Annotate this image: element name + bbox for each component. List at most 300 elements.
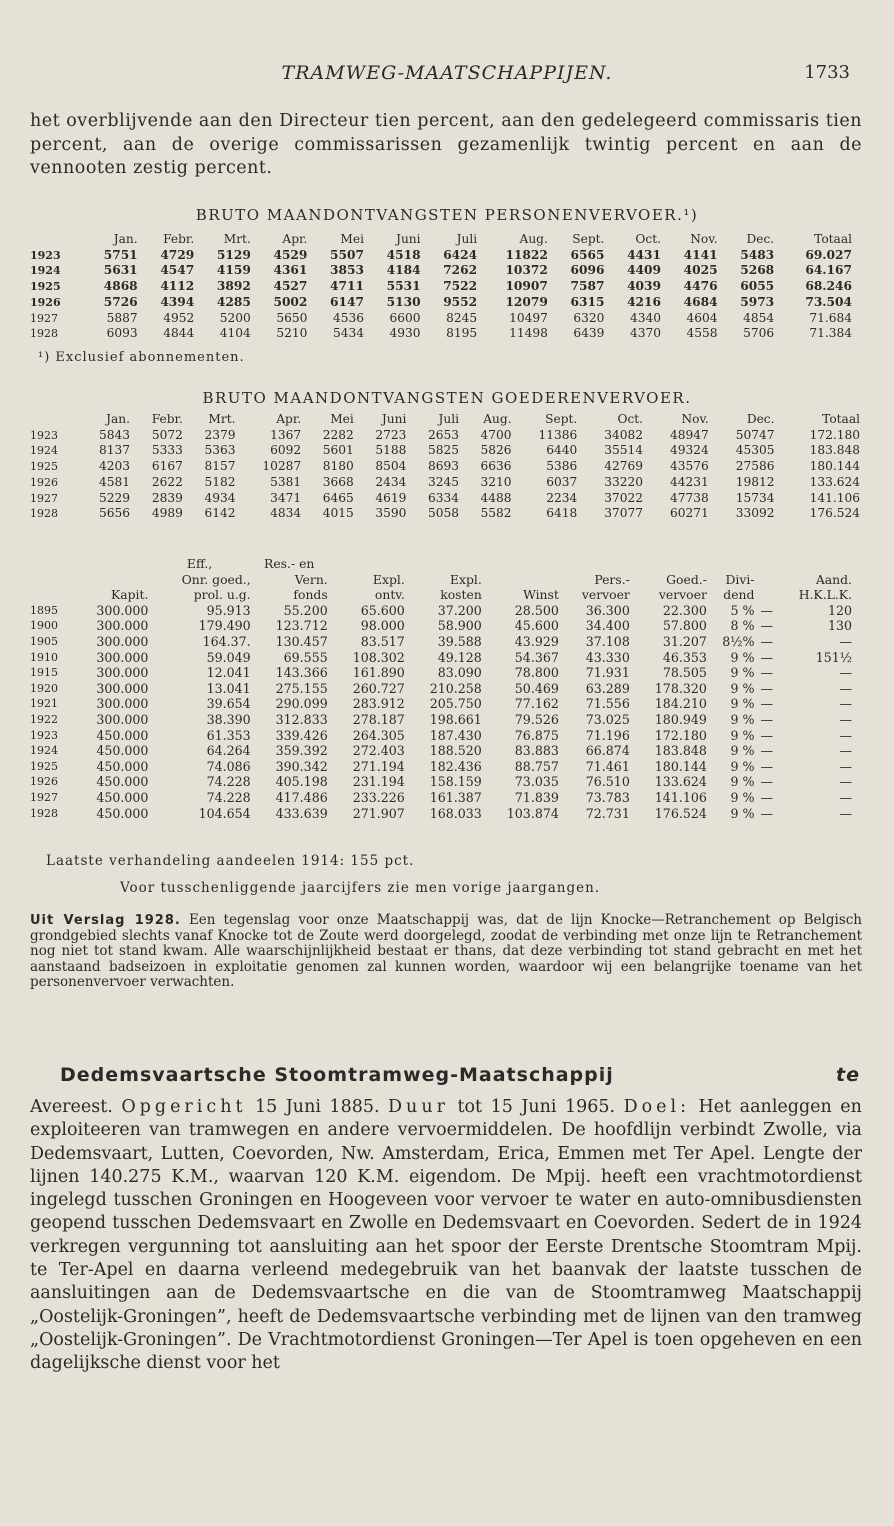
goods-cell: 6092	[270, 443, 302, 458]
persons-row	[30, 326, 852, 342]
goods-cell: 47738	[670, 490, 709, 505]
finance-cell: 79.526	[514, 711, 559, 727]
persons-footnote: ¹) Exclusief abonnementen.	[38, 350, 245, 365]
persons-cell: 6315	[570, 294, 605, 309]
goods-cell: 8137	[99, 443, 131, 458]
finance-cell: 450.000	[96, 758, 149, 774]
finance-cell: 13.041	[206, 680, 251, 696]
finance-cell: 210.258	[429, 680, 482, 696]
persons-row	[30, 263, 852, 279]
goods-cell: 33092	[735, 506, 775, 521]
persons-header-7: Juli	[456, 232, 478, 246]
finance-cell: 69.555	[283, 649, 328, 665]
goods-cell: 6440	[546, 443, 578, 458]
finance-row	[30, 696, 852, 712]
goods-cell: 5188	[375, 443, 407, 458]
persons-cell: 3892	[216, 279, 251, 294]
finance-cell: 164.37.	[202, 633, 251, 649]
goods-cell: 6334	[427, 490, 459, 505]
persons-cell: 4409	[627, 263, 661, 278]
finance-cell: 103.874	[506, 805, 559, 821]
persons-cell: 4930	[389, 326, 421, 341]
goods-cell: 6465	[322, 490, 354, 505]
persons-cell: 4711	[330, 279, 364, 294]
persons-cell: 73.504	[805, 294, 852, 309]
finance-cell: 143.366	[275, 665, 328, 681]
persons-cell: 5973	[740, 294, 775, 309]
goods-header-7: Juli	[438, 412, 459, 426]
persons-revenue-table	[30, 232, 852, 342]
finance-cell: 57.800	[662, 618, 707, 634]
finance-row	[30, 790, 852, 806]
finance-cell: 71.839	[514, 789, 559, 805]
finance-cell: —	[760, 602, 774, 618]
report-paragraph	[30, 913, 862, 991]
finance-h2-header-3: Vern.	[294, 571, 328, 587]
finance-cell: 233.226	[352, 789, 405, 805]
goods-header-4: Apr.	[276, 412, 302, 426]
finance-cell: 417.486	[275, 789, 328, 805]
finance-cell: —	[760, 680, 774, 696]
persons-cell: 10907	[505, 279, 548, 294]
finance-cell: 300.000	[96, 618, 149, 634]
finance-cell: 187.430	[429, 727, 482, 743]
finance-cell: 359.392	[275, 743, 328, 759]
finance-h2-header-5: Expl.	[449, 571, 482, 587]
goods-revenue-table	[30, 412, 860, 522]
finance-cell: 9 %	[730, 711, 755, 727]
finance-cell: 59.049	[206, 649, 251, 665]
finance-cell: 300.000	[96, 649, 149, 665]
report-text: Een tegenslag voor onze Maatschappij was, dat de lijn Knocke—Retranchement op Belgisch grondgebied slechts vanaf Knocke tot de Zoute werd doorgelegd, zoodat de verbinding met onze lijn te Retranchement nog niet tot stand kwam. Alle waarschijnlijkheid bestaat er thans, dat deze verbinding tot stand gebracht en met het aanstaand badseizoen in exploitatie genomen zal kunnen worden, waardoor wij een belangrijke toename van het personenvervoer verwachten.	[30, 912, 863, 990]
finance-cell: 54.367	[514, 649, 559, 665]
persons-cell: 5726	[103, 294, 138, 309]
goods-cell: 44231	[670, 474, 709, 489]
goods-cell: 5229	[99, 490, 131, 505]
goods-cell: 37077	[604, 506, 644, 521]
goods-header-12: Dec.	[746, 412, 775, 426]
finance-h3-header-6: Winst	[523, 587, 559, 603]
finance-cell: 300.000	[96, 696, 149, 712]
goods-cell: 1924	[30, 444, 58, 458]
goods-cell: 34082	[604, 427, 644, 442]
finance-cell: 1926	[30, 775, 58, 789]
finance-cell: 176.524	[654, 805, 707, 821]
persons-cell: 4184	[386, 263, 421, 278]
persons-cell: 5130	[386, 294, 421, 309]
goods-cell: 4581	[99, 474, 131, 489]
finance-cell: 9 %	[730, 727, 755, 743]
finance-cell: 45.600	[514, 618, 559, 634]
goods-cell: 5656	[99, 506, 131, 521]
persons-cell: 6147	[330, 294, 364, 309]
persons-row	[30, 248, 852, 264]
goods-cell: 35514	[604, 443, 644, 458]
goods-cell: 4989	[151, 506, 183, 521]
finance-h2-header-6	[482, 572, 559, 588]
persons-cell: 4604	[686, 310, 718, 325]
finance-h2-header-10	[754, 572, 773, 588]
goods-cell: 50747	[735, 427, 775, 442]
goods-cell: 6418	[546, 506, 578, 521]
persons-cell: 7587	[570, 279, 605, 294]
finance-cell: 71.556	[585, 696, 630, 712]
finance-row	[30, 774, 852, 790]
goods-cell: 176.524	[809, 506, 860, 521]
persons-cell: 5200	[219, 310, 251, 325]
goods-cell: 4934	[204, 490, 236, 505]
persons-cell: 1923	[30, 248, 61, 262]
goods-cell: 8157	[204, 459, 236, 474]
goods-cell: 3245	[427, 474, 459, 489]
finance-cell: 50.469	[514, 680, 559, 696]
finance-cell: 300.000	[96, 665, 149, 681]
finance-cell: 9 %	[730, 743, 755, 759]
goods-cell: 37022	[604, 490, 644, 505]
purpose-label: Doel:	[623, 1097, 691, 1117]
persons-cell: 5268	[740, 263, 775, 278]
persons-header-3: Mrt.	[223, 232, 251, 246]
finance-cell: 133.624	[654, 774, 707, 790]
finance-cell: 188.520	[429, 743, 482, 759]
goods-cell: 172.180	[809, 427, 860, 442]
goods-cell: 1926	[30, 475, 58, 489]
company-description	[30, 1096, 862, 1376]
finance-cell: —	[760, 696, 774, 712]
finance-h3-header-5: kosten	[440, 587, 482, 603]
goods-cell: 2839	[151, 490, 183, 505]
finance-cell: 5 %	[730, 602, 755, 618]
finance-cell: 22.300	[662, 602, 707, 618]
finance-cell: 95.913	[206, 602, 251, 618]
finance-cell: 183.848	[654, 743, 707, 759]
persons-cell: 1926	[30, 295, 61, 309]
finance-cell: 37.200	[437, 602, 482, 618]
persons-cell: 12079	[505, 294, 548, 309]
persons-cell: 71.684	[809, 310, 852, 325]
finance-cell: 161.387	[429, 789, 482, 805]
finance-cell: 12.041	[206, 665, 251, 681]
goods-header-6: Juni	[381, 412, 407, 426]
last-allotment: Laatste verhandeling aandeelen 1914: 155 pct.	[46, 853, 415, 869]
persons-table-title: BRUTO MAANDONTVANGSTEN PERSONENVERVOER.¹)	[195, 206, 699, 224]
persons-row	[30, 311, 852, 327]
finance-cell: 9 %	[730, 774, 755, 790]
persons-cell: 4104	[219, 326, 251, 341]
finance-cell: 74.228	[206, 774, 251, 790]
finance-row	[30, 712, 852, 728]
goods-cell: 1923	[30, 428, 58, 442]
finance-cell: 168.033	[429, 805, 482, 821]
persons-cell: 9552	[443, 294, 478, 309]
goods-cell: 19812	[735, 474, 775, 489]
goods-cell: 180.144	[809, 459, 860, 474]
persons-row	[30, 295, 852, 311]
persons-header-12: Dec.	[746, 232, 775, 246]
goods-cell: 1367	[270, 427, 302, 442]
finance-cell: 9 %	[730, 680, 755, 696]
finance-cell: 1921	[30, 697, 58, 711]
persons-header-0	[30, 232, 81, 248]
finance-cell: 74.228	[206, 789, 251, 805]
finance-cell: 49.128	[437, 649, 482, 665]
goods-cell: 5333	[151, 443, 183, 458]
finance-cell: 1895	[30, 603, 58, 617]
company-text: Het aanleggen en exploiteeren van tramwegen en andere vervoermiddelen. De hoofdlijn verbindt Zwolle, via Dedemsvaart, Lutten, Coevorden, Nw. Amsterdam, Erica, Emmen met Ter Apel. Lengte der lijnen 140.275 K.M., waarvan 120 K.M. eigendom. De Mpij. heeft een vrachtmotordienst ingelegd tusschen Groningen en Hoogeveen voor vervoer te water en auto-omnibusdiensten geopend tusschen Dedemsvaart en Zwolle en Dedemsvaart en Coevorden. Sedert de in 1924 verkregen vergunning tot aansluiting aan het spoor der Eerste Drentsche Stoomtram Mpij. te Ter-Apel en daarna verleend medegebruik van het baanvak der laatste tusschen de aansluitingen aan de Dedemsvaartsche en die van de Stoomtramweg Maatschappij „Oostelijk-Groningen”, heeft de Dedemsvaartsche verbinding met de lijnen van den tramweg „Oostelijk-Groningen”. De Vrachtmotordienst Groningen—Ter Apel is toen opgeheven en een dagelijksche dienst voor het	[30, 1097, 862, 1374]
finance-row	[30, 650, 852, 666]
finance-cell: 180.949	[654, 711, 707, 727]
persons-cell: 10372	[505, 263, 548, 278]
intro-paragraph: het overblijvende aan den Directeur tien percent, aan den gedelegeerd commissaris tien percent, aan de overige commissarissen gezamenlijk twintig percent en aan de vennooten zestig percent.	[30, 111, 862, 178]
persons-cell: 4159	[216, 263, 251, 278]
finance-cell: 71.196	[585, 727, 630, 743]
persons-cell: 8245	[446, 310, 478, 325]
persons-cell: 6424	[443, 247, 478, 262]
finance-row	[30, 665, 852, 681]
goods-cell: 4700	[480, 427, 512, 442]
finance-cell: 1925	[30, 759, 58, 773]
persons-header-6: Juni	[396, 232, 421, 246]
finance-cell: 300.000	[96, 602, 149, 618]
finance-cell: 9 %	[730, 649, 755, 665]
goods-cell: 8180	[322, 459, 354, 474]
persons-cell: 11498	[509, 326, 548, 341]
finance-h3-header-11: H.K.L.K.	[798, 587, 852, 603]
goods-row	[30, 475, 860, 491]
finance-cell: 1905	[30, 634, 58, 648]
persons-cell: 5751	[103, 247, 138, 262]
persons-cell: 4854	[743, 310, 775, 325]
goods-cell: 43576	[670, 459, 709, 474]
finance-h2-header-0	[30, 572, 71, 588]
goods-cell: 5072	[151, 427, 183, 442]
goods-cell: 5825	[427, 443, 459, 458]
header-eff: Eff.,	[186, 556, 213, 571]
goods-header-8: Aug.	[483, 412, 512, 426]
finance-row	[30, 743, 852, 759]
finance-cell: —	[839, 711, 852, 727]
finance-h3-header-2: prol. u.g.	[193, 587, 251, 603]
persons-header-5: Mei	[340, 232, 364, 246]
goods-cell: 5582	[480, 506, 512, 521]
finance-cell: 72.731	[585, 805, 630, 821]
goods-cell: 6167	[151, 459, 183, 474]
persons-cell: 6093	[106, 326, 138, 341]
running-title: TRAMWEG-MAATSCHAPPIJEN.	[281, 62, 613, 84]
finance-cell: —	[839, 680, 852, 696]
persons-cell: 5434	[332, 326, 364, 341]
goods-row	[30, 428, 860, 444]
finance-cell: 66.874	[585, 743, 630, 759]
goods-table-title: BRUTO MAANDONTVANGSTEN GOEDERENVERVOER.	[202, 389, 692, 407]
goods-cell: 45305	[735, 443, 775, 458]
finance-cell: 88.757	[514, 758, 559, 774]
persons-cell: 4340	[629, 310, 661, 325]
finance-h2-header-9: Divi-	[725, 571, 755, 587]
persons-cell: 4112	[160, 279, 195, 294]
finance-cell: 78.800	[514, 665, 559, 681]
finance-cell: 283.912	[352, 696, 405, 712]
persons-cell: 6439	[573, 326, 605, 341]
persons-cell: 4361	[273, 263, 308, 278]
finance-cell: 120	[827, 602, 852, 618]
finance-cell: 61.353	[206, 727, 251, 743]
goods-cell: 8504	[375, 459, 407, 474]
years-note: Voor tusschenliggende jaarcijfers zie men vorige jaargangen.	[120, 880, 601, 896]
persons-cell: 6055	[740, 279, 775, 294]
persons-cell: 4527	[273, 279, 308, 294]
persons-cell: 4141	[683, 247, 718, 262]
persons-cell: 11822	[505, 247, 548, 262]
finance-cell: —	[760, 743, 774, 759]
finance-row	[30, 806, 852, 822]
goods-cell: 27586	[735, 459, 775, 474]
finance-cell: 1922	[30, 712, 58, 726]
company-te: te	[836, 1064, 860, 1086]
goods-row	[30, 443, 860, 459]
finance-h2-header-2: Onr. goed.,	[181, 571, 251, 587]
finance-h3-header-9: dend	[723, 587, 755, 603]
persons-cell: 5210	[276, 326, 308, 341]
finance-cell: 78.505	[662, 665, 707, 681]
finance-cell: 39.588	[437, 633, 482, 649]
finance-cell: 151½	[815, 649, 852, 665]
persons-cell: 4370	[629, 326, 661, 341]
goods-cell: 1927	[30, 491, 58, 505]
persons-cell: 1925	[30, 280, 61, 294]
goods-cell: 6636	[480, 459, 512, 474]
finance-cell: 260.727	[352, 680, 405, 696]
finance-row	[30, 759, 852, 775]
finance-cell: —	[760, 649, 774, 665]
persons-cell: 4285	[216, 294, 251, 309]
finance-h2-header-11: Aand.	[815, 571, 852, 587]
goods-cell: 3210	[480, 474, 512, 489]
goods-header-9: Sept.	[545, 412, 578, 426]
persons-header-4: Apr.	[282, 232, 308, 246]
goods-cell: 5363	[204, 443, 236, 458]
finance-h3-header-8: vervoer	[658, 587, 707, 603]
finance-cell: —	[760, 727, 774, 743]
finance-row	[30, 728, 852, 744]
finance-cell: 108.302	[352, 649, 405, 665]
persons-cell: 4558	[686, 326, 718, 341]
finance-row	[30, 634, 852, 650]
finance-cell: 46.353	[662, 649, 707, 665]
goods-cell: 5826	[480, 443, 512, 458]
company-heading	[60, 1064, 860, 1086]
finance-cell: —	[839, 805, 852, 821]
persons-cell: 7522	[443, 279, 478, 294]
finance-cell: 271.194	[352, 758, 405, 774]
founded-date: 15 Juni 1885.	[255, 1097, 380, 1117]
finance-cell: 37.108	[585, 633, 630, 649]
finance-h3-header-4: ontv.	[374, 587, 405, 603]
duration-value: tot 15 Juni 1965.	[457, 1097, 616, 1117]
finance-cell: 34.400	[585, 618, 630, 634]
finance-cell: 36.300	[585, 602, 630, 618]
finance-cell: 179.490	[198, 618, 251, 634]
finance-cell: 271.907	[352, 805, 405, 821]
finance-cell: 31.207	[662, 633, 707, 649]
finance-cell: —	[760, 633, 774, 649]
goods-cell: 33220	[604, 474, 644, 489]
persons-cell: 6096	[570, 263, 605, 278]
persons-cell: 6320	[573, 310, 605, 325]
finance-h3-header-3: fonds	[293, 587, 328, 603]
finance-cell: 9 %	[730, 665, 755, 681]
persons-row	[30, 279, 852, 295]
persons-cell: 4216	[627, 294, 661, 309]
finance-cell: 264.305	[352, 727, 405, 743]
finance-cell: 39.654	[206, 696, 251, 712]
finance-cell: 231.194	[352, 774, 405, 790]
finance-cell: 63.289	[585, 680, 630, 696]
persons-header-10: Oct.	[635, 232, 661, 246]
finance-cell: 275.155	[275, 680, 328, 696]
finance-cell: 76.510	[585, 774, 630, 790]
finance-cell: 141.106	[654, 789, 707, 805]
finance-cell: —	[839, 774, 852, 790]
persons-cell: 4868	[103, 279, 138, 294]
finance-h3-header-0	[30, 587, 71, 603]
finance-cell: 73.025	[585, 711, 630, 727]
finance-cell: 71.461	[585, 758, 630, 774]
persons-cell: 5129	[216, 247, 251, 262]
goods-header-3: Mrt.	[208, 412, 236, 426]
finance-cell: 1900	[30, 619, 58, 633]
company-name: Dedemsvaartsche Stoomtramweg-Maatschappij	[60, 1064, 614, 1086]
persons-cell: 4431	[627, 247, 661, 262]
persons-cell: 4039	[627, 279, 661, 294]
persons-cell: 4844	[163, 326, 195, 341]
goods-row	[30, 506, 860, 522]
goods-cell: 2622	[151, 474, 183, 489]
goods-header-1: Jan.	[106, 412, 131, 426]
goods-cell: 2653	[427, 427, 459, 442]
finance-cell: 130.457	[275, 633, 328, 649]
finance-cell: 43.330	[585, 649, 630, 665]
finance-cell: 9 %	[730, 758, 755, 774]
report-lead: Uit Verslag 1928.	[30, 913, 181, 928]
goods-cell: 2234	[546, 490, 578, 505]
finance-row	[30, 681, 852, 697]
finance-cell: —	[839, 789, 852, 805]
finance-cell: 71.931	[585, 665, 630, 681]
finance-cell: 1923	[30, 728, 58, 742]
finance-cell: —	[839, 633, 852, 649]
goods-cell: 2723	[375, 427, 407, 442]
finance-cell: —	[839, 758, 852, 774]
persons-cell: 5706	[743, 326, 775, 341]
finance-cell: 184.210	[654, 696, 707, 712]
finance-cell: —	[839, 696, 852, 712]
finance-cell: 312.833	[275, 711, 328, 727]
goods-cell: 4015	[322, 506, 354, 521]
goods-header-10: Oct.	[617, 412, 644, 426]
persons-cell: 69.027	[805, 247, 852, 262]
finance-cell: 182.436	[429, 758, 482, 774]
goods-cell: 60271	[670, 506, 709, 521]
finance-cell: —	[839, 743, 852, 759]
persons-cell: 68.246	[805, 279, 852, 294]
finance-cell: 290.099	[275, 696, 328, 712]
goods-row	[30, 491, 860, 507]
goods-cell: 11386	[538, 427, 578, 442]
finance-cell: 198.661	[429, 711, 482, 727]
finance-h3-header-10	[754, 587, 773, 603]
persons-cell: 4529	[273, 247, 308, 262]
